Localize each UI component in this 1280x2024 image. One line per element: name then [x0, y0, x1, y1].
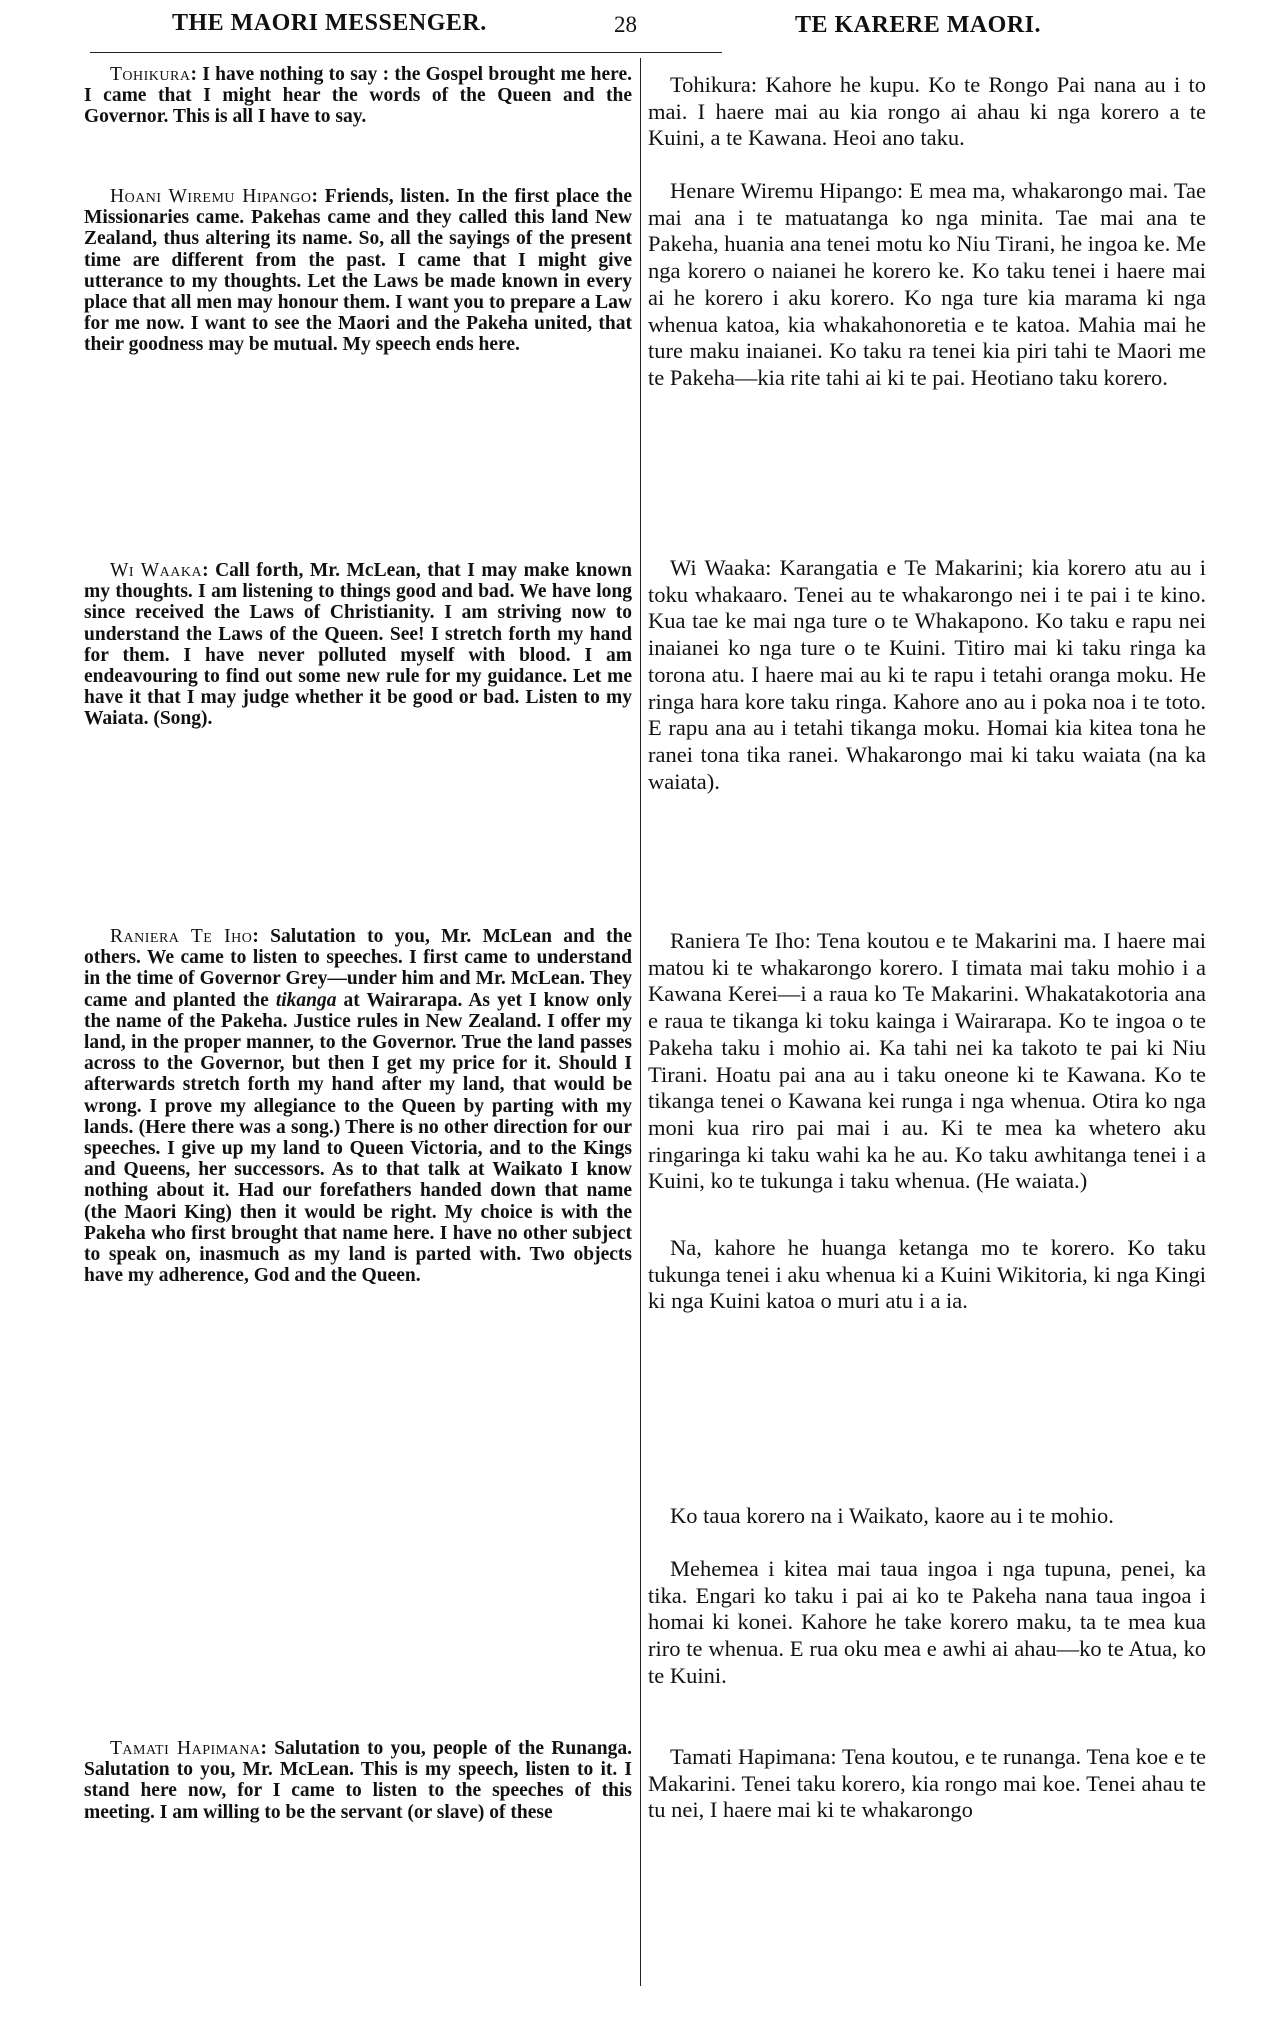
maori-text: Tohikura: Kahore he kupu. Ko te Rongo Pai nana au i to mai. I haere mai au kia rongo ai ahau ki nga korero a te Kuini, a te Kawana. Heoi ano taku. [648, 72, 1206, 151]
speech-text: : I have nothing to say : the Gospel brought me here. I came that I might hear the words of the Queen and the Governor. This is all I have to say. [84, 64, 632, 128]
speaker-name: Raniera Te Iho [110, 926, 253, 947]
speech-text: : Friends, listen. In the first place the Missionaries came. Pakehas came and they called this land New Zealand, thus altering its name. So, all the sayings of the present time are different from the past. I came that I might give utterance to my thoughts. Let the Laws be made known in every place that all men may honour them. I want you to prepare a Law for me now. I want to see the Maori and the Pakeha united, that their goodness may be mutual. My speech ends here. [84, 186, 632, 356]
maori-text: Henare Wiremu Hipango: E mea ma, whakarongo mai. Tae mai ana i te matuatanga ko nga minita. Tae mai ana te Pakeha, huania ana tenei motu ko Niu Tirani, he ingoa ke. Me nga korero o naianei he korero ke. Ko taku tenei i haere mai ai he korero i aku korero. Ko nga ture kia marama ki nga whenua katoa, kia whakahonoretia e te katoa. Mahia mai he ture maku inaianei. Ko taku ra tenei kia piri tahi te Maori me te Pakeha—kia rite tahi ai ki te pai. Heotiano taku korero. [648, 178, 1206, 390]
maori-text: Raniera Te Iho: Tena koutou e te Makarini ma. I haere mai matou ki te whakarongo korero. I timata mai taku mohio i a Kawana Kerei—i a raua ko Te Makarini. Whakatakotoria ana e raua te tikanga ki toku kainga i Wairarapa. Ko te ingoa o te Pakeha taku i mohio ai. Ka tahi nei ka takoto te pai ki Niu Tirani. Hoatu pai ana au i taku oneone ki te Kawana. Ko te tikanga tenei o Kawana kei runga i nga whenua. Otira ko nga moni kua riro pai mai i au. Ki te mea ka whetero aku ringaringa ki taku wahi ka he au. Ko taku awhitanga tenei i a Kuini, ko te tukunga i taku whenua. (He waiata.) [648, 928, 1206, 1194]
speaker-name: Wi Waaka [110, 560, 203, 581]
header-title-english: THE MAORI MESSENGER. [172, 10, 487, 36]
column-divider [640, 58, 641, 1986]
maori-text: Wi Waaka: Karangatia e Te Makarini; kia korero atu au i toku whakaaro. Tenei au te whakarongo nei i te pai i te kino. Kua tae ke mai nga ture o te Whakapono. Ko taku e rapu nei inaianei ko nga ture o te Kuini. Titiro mai ki taku ringa ka torona atu. I haere mai au ki te rapu i tetahi oranga moku. He ringa hara kore taku ringa. Kahore ano au i poka noa i te toto. E rapu ana au i tetahi tikanga moku. Homai kia kitea tona he ranei tona tika ranei. Whakarongo mai ki taku waiata (na ka waiata). [648, 555, 1206, 794]
speaker-name: Tamati Hapimana [110, 1738, 261, 1759]
maori-text: Na, kahore he huanga ketanga mo te korero. Ko taku tukunga tenei i aku whenua ki a Kuini Wikitoria, ki nga Kingi ki nga Kuini katoa o muri atu i a ia. [648, 1235, 1206, 1314]
english-paragraph-hipango [84, 186, 632, 356]
maori-paragraph-te-iho [648, 928, 1206, 1195]
speech-text: : Salutation to you, people of the Runanga. Salutation to you, Mr. McLean. This is my speech, listen to it. I stand here now, for I came to listen to the speeches of this meeting. I am willing to be the servant (or slave) of these [84, 1738, 632, 1823]
speaker-name: Hoani Wiremu Hipango [110, 186, 312, 207]
maori-text: Ko taua korero na i Waikato, kaore au i te mohio. [670, 1503, 1114, 1528]
speaker-name: Tohikura [110, 64, 191, 85]
speech-text-continued: at Wairarapa. As yet I know only the name of the Pakeha. Justice rules in New Zealand. I offer my land, in the proper manner, to the Governor. True the land passes across to the Governor, but then I get my price for it. Should I afterwards stretch forth my hand after my land, that would be wrong. I prove my allegiance to the Queen by parting with my lands. (Here there was a song.) There is no other direction for our speeches. I give up my land to Queen Victoria, and to the Kings and Queens, her successors. As to that talk at Waikato I know nothing about it. Had our forefathers handed down that name (the Maori King) then it would be right. My choice is with the Pakeha who first brought that name here. I have no other subject to speak on, inasmuch as my land is parted with. Two objects have my adherence, God and the Queen. [84, 989, 632, 1287]
maori-paragraph-waikato [648, 1503, 1206, 1530]
speech-text: : Salutation to you, Mr. McLean and the others. We came to listen to speeches. I first came to understand in the time of Governor Grey—under him and Mr. McLean. They came and planted the [84, 926, 632, 1011]
maori-paragraph-hapimana [648, 1744, 1206, 1824]
speech-text: : Call forth, Mr. McLean, that I may make known my thoughts. I am listening to things good and bad. We have long since received the Laws of Christianity. I am striving now to understand the Laws of the Queen. See! I stretch forth my hand for them. I have never polluted myself with blood. I am endeavouring to find out some new rule for my guidance. Let me have it that I may judge whether it be good or bad. Listen to my Waiata. (Song). [84, 560, 633, 730]
maori-paragraph-land-given [648, 1235, 1206, 1315]
italic-term: tikanga [275, 989, 337, 1011]
page-header [0, 4, 1280, 48]
maori-text: Tamati Hapimana: Tena koutou, e te runanga. Tena koe e te Makarini. Tenei taku korero, kia rongo mai koe. Tenei ahau te tu nei, I haere mai ki te whakarongo [648, 1744, 1206, 1823]
maori-paragraph-hipango [648, 178, 1206, 392]
header-title-maori: TE KARERE MAORI. [795, 12, 1042, 38]
english-paragraph-waaka [84, 560, 632, 730]
english-paragraph-hapimana [84, 1738, 632, 1823]
english-paragraph-te-iho [84, 926, 632, 1286]
maori-paragraph-tohikura [648, 72, 1206, 152]
maori-text: Mehemea i kitea mai taua ingoa i nga tupuna, penei, ka tika. Engari ko taku i pai ai ko te Pakeha nana taua ingoa i homai ki konei. Kahore he take korero maku, ta te mea kua riro te whenua. E rua oku mea e awhi ai ahau—ko te Atua, ko te Kuini. [648, 1556, 1206, 1688]
maori-paragraph-waaka [648, 555, 1206, 795]
maori-paragraph-ancestors [648, 1556, 1206, 1690]
page-number: 28 [614, 12, 637, 37]
header-rule [90, 52, 722, 53]
english-paragraph-tohikura [84, 64, 632, 128]
